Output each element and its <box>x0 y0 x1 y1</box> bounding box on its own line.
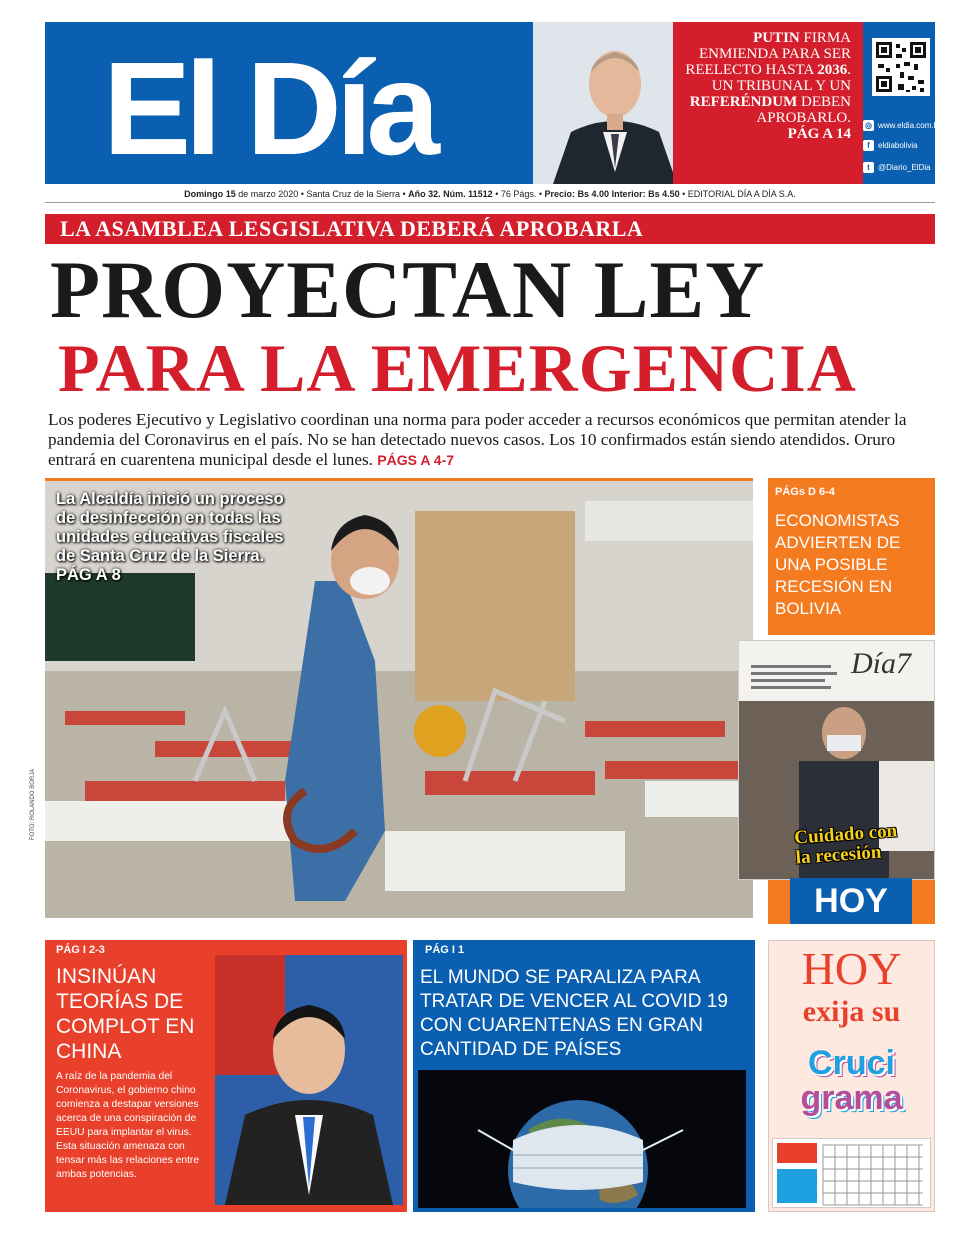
crucigrama-thumbnail <box>772 1138 931 1208</box>
spokesman-image <box>215 955 403 1205</box>
dateline-publisher: • EDITORIAL DÍA A DÍA S.A. <box>682 189 796 199</box>
teaser-text-2: . UN TRIBUNAL Y UN <box>711 62 851 94</box>
teaser-text-3: DEBEN APROBARLO. <box>756 94 851 126</box>
economy-page-ref: PÁGs D 6-4 <box>775 486 835 498</box>
dateline-day-label: Domingo <box>184 189 224 199</box>
main-headline-line-2[interactable]: PARA LA EMERGENCIA <box>58 330 857 406</box>
world-headline[interactable]: EL MUNDO SE PARALIZA PARA TRATAR DE VENCER AL COVID 19 CON CUARENTENAS EN GRAN CANTIDAD DE PAÍSES <box>420 967 728 1060</box>
twitter-icon: t <box>863 162 874 173</box>
dia7-brand: Día7 <box>851 647 911 680</box>
social-twitter[interactable] <box>863 162 979 173</box>
dia7-headline-2: la recesión <box>795 841 882 869</box>
dateline-day-num: 15 <box>225 189 236 199</box>
crossword-grid-icon <box>773 1139 930 1207</box>
qr-code-icon[interactable] <box>872 38 930 96</box>
dateline-price: Precio: Bs 4.00 Interior: Bs 4.50 <box>544 189 680 199</box>
crucigrama-hoy: HOY <box>801 943 902 994</box>
dia7-headline-1: Cuidado con <box>793 820 898 849</box>
social-facebook-label: eldiabolivia <box>878 141 918 150</box>
globe-mask-image <box>418 1070 746 1208</box>
social-facebook[interactable] <box>863 140 979 151</box>
crucigrama-cruci: Cruci <box>808 1044 895 1082</box>
lead-page-ref[interactable]: PÁGS A 4-7 <box>377 452 455 468</box>
crucigrama-exija: exija su <box>802 995 901 1028</box>
china-body: A raíz de la pandemia del Coronavirus, el gobierno chino comienza a destapar versiones acerca de una conspiración de EEUU para implantar el virus. Esta situación amenaza con tensar más las relaciones entre ambas potencias. <box>56 1071 200 1180</box>
hoy-label[interactable]: HOY <box>790 878 912 924</box>
china-page-ref: PÁG I 2-3 <box>56 944 105 956</box>
teaser-referendum: REFERÉNDUM <box>689 94 798 110</box>
newspaper-logo[interactable]: El Día <box>103 35 434 182</box>
masthead <box>45 22 943 184</box>
photo-caption: La Alcaldía inició un proceso de desinfección en todas las unidades educativas fiscales de Santa Cruz de la Sierra. PÁG A 8 <box>56 490 284 584</box>
china-spokesman-photo <box>215 955 403 1205</box>
putin-teaser[interactable] <box>673 22 863 184</box>
economy-headline[interactable]: ECONOMISTAS ADVIERTEN DE UNA POSIBLE RECESIÓN EN BOLIVIA <box>775 511 901 618</box>
kicker-text: LA ASAMBLEA LESGISLATIVA DEBERÁ APROBARLA <box>60 216 644 241</box>
facebook-icon: f <box>863 140 874 151</box>
dateline <box>45 186 935 203</box>
teaser-page-ref: PÁG A 14 <box>787 126 851 142</box>
lead-body: Los poderes Ejecutivo y Legislativo coordinan una norma para poder acceder a recursos económicos que permitan atender la pandemia del Coronavirus en el país. No se han detectado nuevos casos. Los 10 confirmados están siendo atendidos. Oruro entrará en cuarentena municipal desde el lunes. <box>48 410 907 469</box>
crucigrama-grama: grama <box>800 1079 903 1117</box>
dateline-issue: Año 32. Núm. 11512 <box>408 189 493 199</box>
photo-credit: FOTO: ROLANDO BORJA <box>30 768 36 840</box>
social-twitter-label: @Diario_ElDia <box>878 163 931 172</box>
globe-icon: ◎ <box>863 120 874 131</box>
qr-area <box>863 22 935 184</box>
social-web-label: www.eldia.com.bo <box>878 121 943 130</box>
lead-paragraph <box>48 410 938 470</box>
teaser-year: 2036 <box>817 62 848 78</box>
dia7-headline <box>794 821 899 868</box>
teaser-lead-name: PUTIN <box>753 30 800 46</box>
dateline-date-rest: de marzo 2020 • Santa Cruz de la Sierra • <box>238 189 406 199</box>
dia7-supplement[interactable] <box>738 640 935 880</box>
china-headline[interactable]: INSINÚAN TEORÍAS DE COMPLOT EN CHINA <box>56 965 195 1063</box>
world-page-ref: PÁG I 1 <box>425 944 465 956</box>
world-photo <box>418 1070 746 1208</box>
dateline-pages: • 76 Págs. • <box>495 189 543 199</box>
social-web[interactable] <box>863 120 979 131</box>
main-headline-line-1[interactable]: PROYECTAN LEY <box>50 244 766 335</box>
teaser-text-1: FIRMA ENMIENDA PARA SER REELECTO HASTA <box>685 30 851 78</box>
